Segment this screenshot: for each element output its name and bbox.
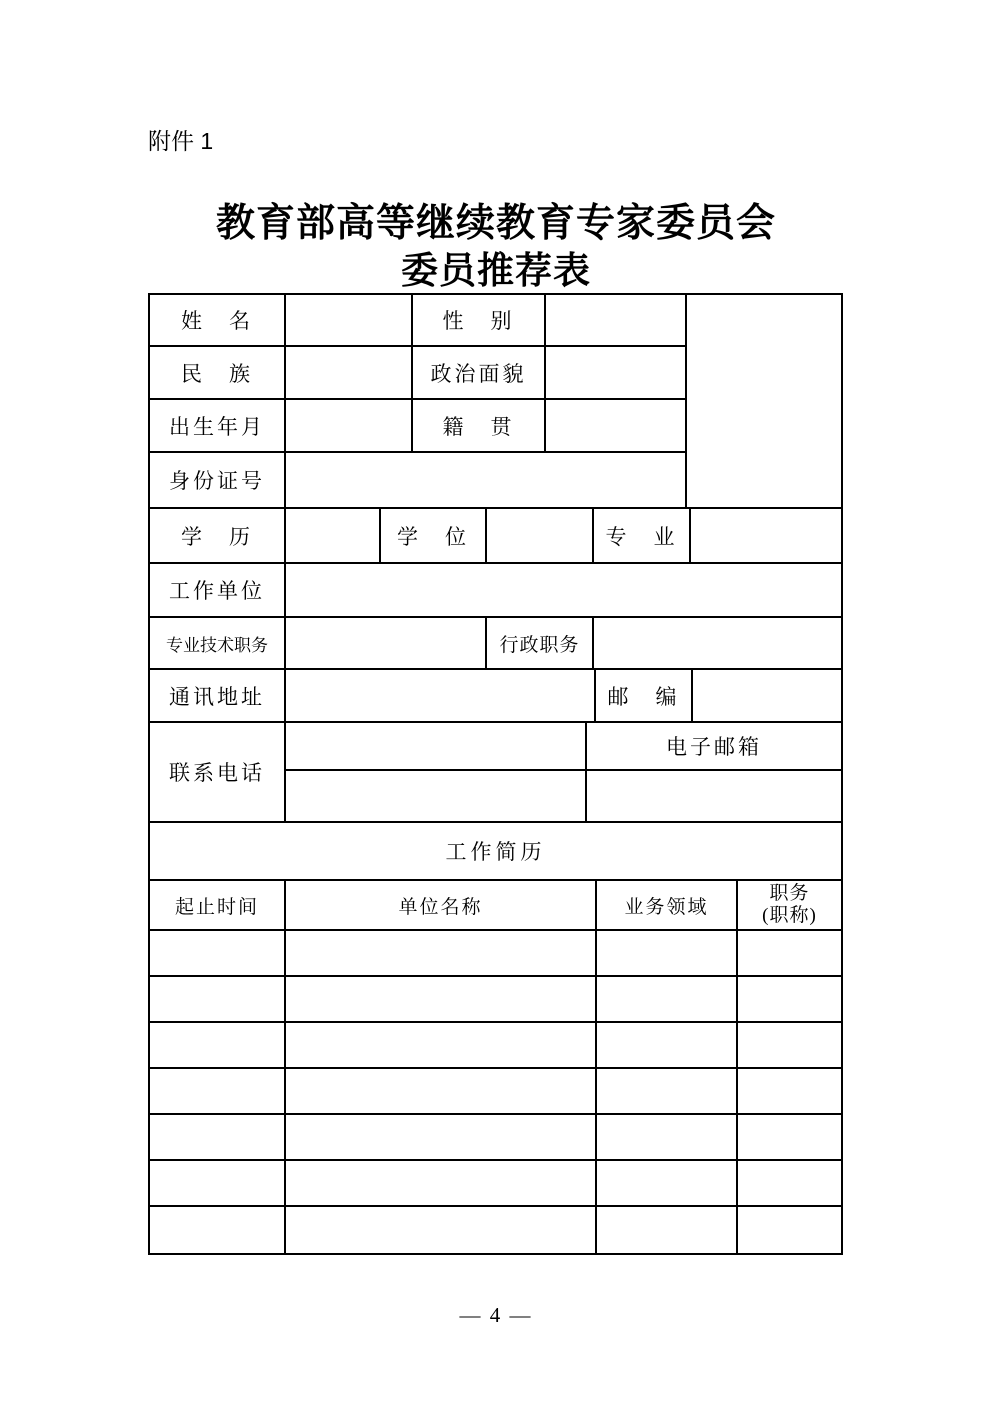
resume-row-1	[150, 931, 841, 977]
degree-input-cell[interactable]	[487, 509, 594, 562]
contact-phone-input-cell-1[interactable]	[286, 723, 585, 771]
gender-input-cell[interactable]	[546, 295, 685, 345]
resume-field-cell[interactable]	[597, 1115, 738, 1159]
resume-unit-cell[interactable]	[286, 1023, 597, 1067]
id-number-label: 身份证号	[150, 453, 286, 507]
resume-time-cell[interactable]	[150, 1023, 286, 1067]
resume-position-cell[interactable]	[738, 1069, 841, 1113]
form-row-ethnicity-political	[150, 347, 685, 400]
resume-row-3	[150, 1023, 841, 1069]
resume-field-cell[interactable]	[597, 1207, 738, 1253]
resume-time-cell[interactable]	[150, 1207, 286, 1253]
birth-date-label: 出生年月	[150, 400, 286, 451]
ethnicity-input-cell[interactable]	[286, 347, 413, 398]
mailing-address-label: 通讯地址	[150, 670, 286, 721]
resume-row-4	[150, 1069, 841, 1115]
resume-field-cell[interactable]	[597, 1161, 738, 1205]
resume-position-cell[interactable]	[738, 931, 841, 975]
form-title-line1: 教育部高等继续教育专家委员会	[215, 202, 776, 245]
email-cells	[587, 723, 841, 821]
form-row-id-number	[150, 453, 685, 507]
native-place-input-cell[interactable]	[546, 400, 685, 451]
resume-row-2	[150, 977, 841, 1023]
contact-phone-label: 联系电话	[150, 723, 286, 821]
postal-code-input-cell[interactable]	[693, 670, 841, 721]
birth-date-input-cell[interactable]	[286, 400, 413, 451]
ethnicity-label: 民 族	[150, 347, 286, 398]
work-resume-header: 工作简历	[445, 840, 546, 864]
resume-row-6	[150, 1161, 841, 1207]
resume-field-cell[interactable]	[597, 1069, 738, 1113]
resume-col-field-header: 业务领域	[597, 881, 738, 929]
email-label: 电子邮箱	[587, 723, 841, 771]
resume-position-cell[interactable]	[738, 1161, 841, 1205]
resume-position-cell[interactable]	[738, 1207, 841, 1253]
resume-row-5	[150, 1115, 841, 1161]
resume-time-cell[interactable]	[150, 1115, 286, 1159]
form-title	[0, 198, 992, 294]
work-resume-header-row	[150, 823, 841, 881]
mailing-address-input-cell[interactable]	[286, 670, 596, 721]
resume-field-cell[interactable]	[597, 931, 738, 975]
resume-col-unit-header: 单位名称	[286, 881, 597, 929]
resume-field-cell[interactable]	[597, 1023, 738, 1067]
resume-unit-cell[interactable]	[286, 931, 597, 975]
resume-time-cell[interactable]	[150, 1161, 286, 1205]
personal-info-left	[150, 295, 685, 507]
email-input-cell[interactable]	[587, 771, 841, 821]
resume-position-cell[interactable]	[738, 1115, 841, 1159]
postal-code-label: 邮 编	[596, 670, 693, 721]
name-input-cell[interactable]	[286, 295, 413, 345]
political-status-label: 政治面貌	[413, 347, 546, 398]
form-row-address	[150, 670, 841, 723]
admin-position-input-cell[interactable]	[594, 618, 841, 668]
resume-col-position-header	[738, 881, 841, 929]
work-unit-input-cell[interactable]	[286, 564, 841, 616]
resume-field-cell[interactable]	[597, 977, 738, 1021]
page-number: — 4 —	[459, 1303, 533, 1327]
contact-section	[150, 723, 841, 823]
resume-unit-cell[interactable]	[286, 1115, 597, 1159]
resume-unit-cell[interactable]	[286, 1207, 597, 1253]
attachment-label: 附件 1	[148, 128, 214, 154]
contact-phone-input-cell-2[interactable]	[286, 771, 585, 821]
work-unit-label: 工作单位	[150, 564, 286, 616]
photo-area[interactable]	[685, 295, 841, 507]
native-place-label: 籍 贯	[413, 400, 546, 451]
education-label: 学 历	[150, 509, 286, 562]
recommendation-form-table	[148, 293, 843, 1255]
resume-unit-cell[interactable]	[286, 1069, 597, 1113]
degree-label: 学 位	[381, 509, 487, 562]
resume-col-position-line2: (职称)	[762, 905, 817, 926]
id-number-input-cell[interactable]	[286, 453, 685, 507]
form-row-titles	[150, 618, 841, 670]
resume-time-cell[interactable]	[150, 977, 286, 1021]
political-status-input-cell[interactable]	[546, 347, 685, 398]
resume-col-position-line1: 职务	[769, 883, 810, 904]
form-row-education	[150, 509, 841, 564]
form-title-line2: 委员推荐表	[401, 251, 591, 292]
contact-phone-cells	[286, 723, 587, 821]
resume-unit-cell[interactable]	[286, 1161, 597, 1205]
resume-column-header-row	[150, 881, 841, 931]
personal-info-section	[150, 295, 841, 509]
professional-title-input-cell[interactable]	[286, 618, 487, 668]
admin-position-label: 行政职务	[487, 618, 594, 668]
resume-time-cell[interactable]	[150, 1069, 286, 1113]
resume-unit-cell[interactable]	[286, 977, 597, 1021]
resume-position-cell[interactable]	[738, 977, 841, 1021]
form-row-birth-native	[150, 400, 685, 453]
education-input-cell[interactable]	[286, 509, 381, 562]
form-row-name-gender	[150, 295, 685, 347]
resume-time-cell[interactable]	[150, 931, 286, 975]
major-label: 专 业	[594, 509, 691, 562]
gender-label: 性 别	[413, 295, 546, 345]
professional-title-label: 专业技术职务	[150, 618, 286, 668]
name-label: 姓 名	[150, 295, 286, 345]
resume-col-time-header: 起止时间	[150, 881, 286, 929]
resume-position-cell[interactable]	[738, 1023, 841, 1067]
form-row-work-unit	[150, 564, 841, 618]
resume-row-7	[150, 1207, 841, 1253]
major-input-cell[interactable]	[691, 509, 841, 562]
